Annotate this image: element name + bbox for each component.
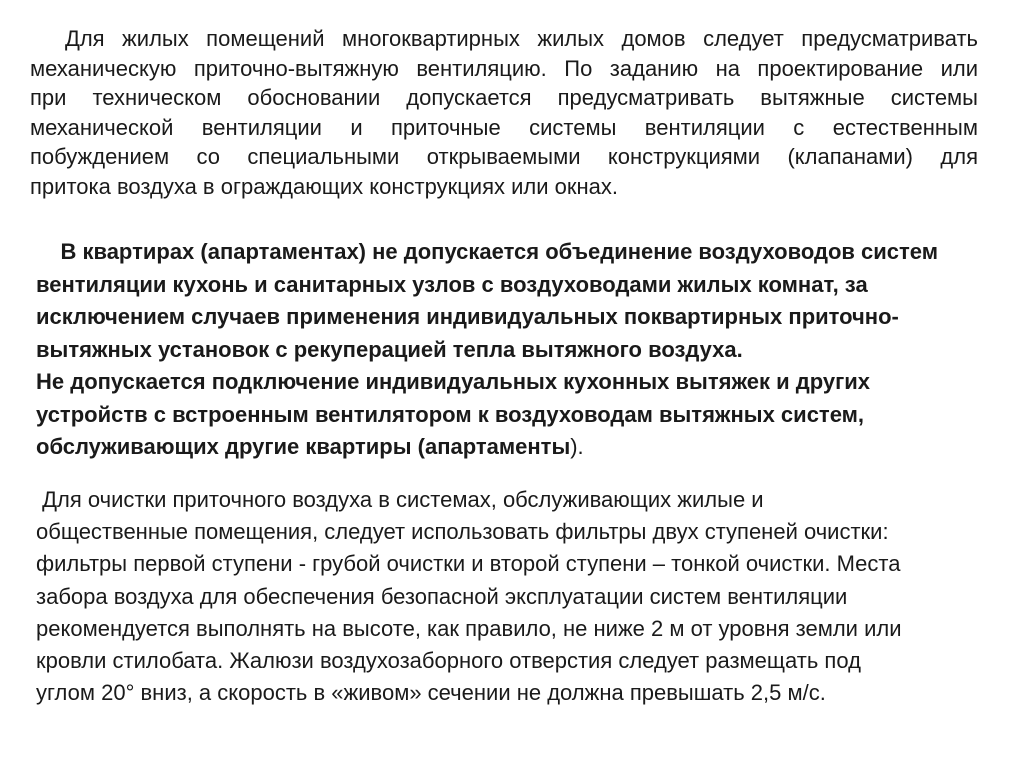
paragraph-line-bold: обслуживающих другие квартиры (апартаменты <box>36 434 571 459</box>
paragraph-line: вытяжных установок с рекуперацией тепла вытяжного воздуха. <box>36 336 743 362</box>
paragraph-air-filtration <box>36 484 986 709</box>
paragraph-line: вентиляции кухонь и санитарных узлов с воздуховодами жилых комнат, за <box>36 271 868 297</box>
paragraph-line: кровли стилобата. Жалюзи воздухозаборного отверстия следует размещать под <box>36 648 861 674</box>
paragraph-line: забора воздуха для обеспечения безопасной эксплуатации систем вентиляции <box>36 583 848 609</box>
paragraph-line: Для жилых помещений многоквартирных жилых домов следует предусматривать <box>30 26 978 51</box>
paragraph-line-tail: ). <box>570 434 584 459</box>
paragraph-line: при техническом обосновании допускается предусматривать вытяжные системы <box>30 85 978 110</box>
paragraph-line: устройств с встроенным вентилятором к воздуховодам вытяжных систем, <box>36 401 865 427</box>
paragraph-line <box>36 431 976 464</box>
paragraph-line: Не допускается подключение индивидуальных кухонных вытяжек и других <box>36 369 871 394</box>
paragraph-line: рекомендуется выполнять на высоте, как правило, не ниже 2 м от уровня земли или <box>36 615 902 641</box>
paragraph-residential-ventilation <box>30 24 978 201</box>
paragraph-line: механическую приточно-вытяжную вентиляцию. По заданию на проектирование или <box>30 55 978 81</box>
paragraph-line: побуждением со специальными открываемыми конструкциями (клапанами) для <box>30 144 978 169</box>
paragraph-line: В квартирах (апартаментах) не допускается объединение воздуховодов систем <box>36 239 939 264</box>
paragraph-line: углом 20° вниз, а скорость в «живом» сечении не должна превышать 2,5 м/с. <box>36 680 826 706</box>
paragraph-line: механической вентиляции и приточные системы вентиляции с естественным <box>30 114 978 140</box>
paragraph-line: фильтры первой ступени - грубой очистки и второй ступени – тонкой очистки. Места <box>36 551 901 577</box>
paragraph-line: общественные помещения, следует использовать фильтры двух ступеней очистки: <box>36 519 889 545</box>
paragraph-line: Для очистки приточного воздуха в системах, обслуживающих жилые и <box>36 487 764 512</box>
paragraph-apartment-ducts <box>36 236 976 464</box>
paragraph-line: притока воздуха в ограждающих конструкциях или окнах. <box>30 173 618 199</box>
paragraph-line: исключением случаев применения индивидуальных поквартирных приточно- <box>36 304 899 329</box>
